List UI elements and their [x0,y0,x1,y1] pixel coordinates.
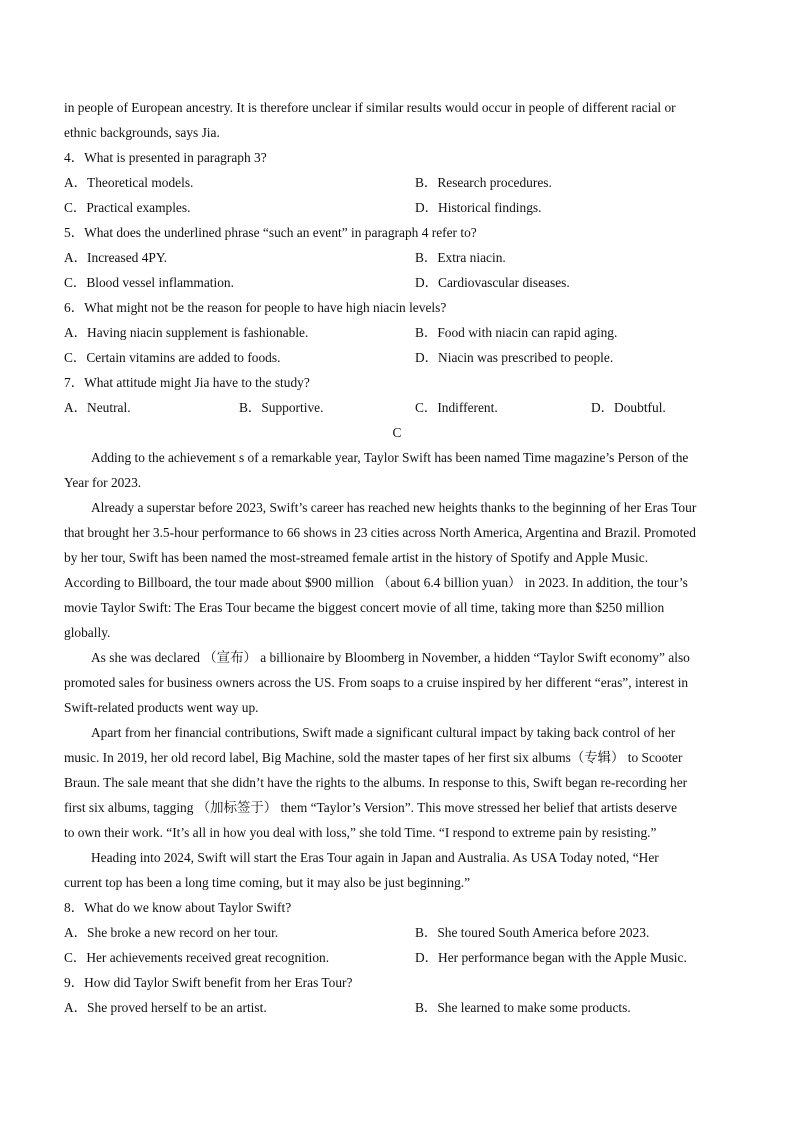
question-9-stem: 9．How did Taylor Swift benefit from her Eras Tour? [64,975,353,990]
question-5-option-b: B．Extra niacin. [415,250,506,265]
question-6-option-d: D．Niacin was prescribed to people. [415,350,614,365]
question-5-options-row-2 [64,270,730,295]
question-8-option-a: A．She broke a new record on her tour. [64,925,279,940]
question-5-option-d: D．Cardiovascular diseases. [415,275,570,290]
question-4-options-row-1 [64,170,730,195]
passage-text-line: Swift-related products went way up. [64,700,259,715]
question-7-options-row [64,395,730,420]
question-9-options-row-1 [64,995,730,1020]
question-8-options-row-2 [64,945,730,970]
passage-text-line: by her tour, Swift has been named the most-streamed female artist in the history of Spotify and Apple Music. [64,550,649,565]
question-4-stem: 4．What is presented in paragraph 3? [64,150,267,165]
question-6-option-b: B．Food with niacin can rapid aging. [415,325,618,340]
passage-text-line: As she was declared （宣布） a billionaire by Bloomberg in November, a hidden “Taylor Swift economy” also [91,650,690,665]
question-4-options-row-2 [64,195,730,220]
question-6-option-a: A．Having niacin supplement is fashionable. [64,325,309,340]
question-6-options-row-2 [64,345,730,370]
question-4-option-d: D．Historical findings. [415,200,542,215]
passage-paragraph-5 [64,845,730,895]
question-6-options-row-1 [64,320,730,345]
question-8-option-b: B．She toured South America before 2023. [415,925,650,940]
question-7-option-c: C．Indifferent. [415,400,498,415]
passage-text-line: that brought her 3.5-hour performance to 66 shows in 23 cities across North America, Argentina and Brazil. Promoted [64,525,696,540]
passage-paragraph-4 [64,720,730,845]
question-7-option-b: B．Supportive. [239,400,324,415]
passage-text-line: Adding to the achievement s of a remarkable year, Taylor Swift has been named Time magazine’s Person of the [91,450,689,465]
question-5-option-a: A．Increased 4PY. [64,250,168,265]
exam-page [64,95,730,1020]
passage-paragraph-1 [64,445,730,495]
section-heading: C [392,425,402,440]
passage-text-line: Braun. The sale meant that she didn’t have the rights to the albums. In response to this, Swift began re-recording her [64,775,688,790]
question-8-option-d: D．Her performance began with the Apple Music. [415,950,687,965]
question-9-option-a: A．She proved herself to be an artist. [64,1000,267,1015]
question-8-options-row-1 [64,920,730,945]
passage-paragraph-3 [64,645,730,720]
question-4-option-b: B．Research procedures. [415,175,552,190]
question-6-option-c: C．Certain vitamins are added to foods. [64,350,281,365]
passage-paragraph-2 [64,495,730,645]
passage-text-line: in people of European ancestry. It is therefore unclear if similar results would occur in people of different racial or [64,100,676,115]
question-5-stem: 5．What does the underlined phrase “such an event” in paragraph 4 refer to? [64,225,477,240]
passage-text-line: to own their work. “It’s all in how you deal with loss,” she told Time. “I respond to extreme pain by resisting.” [64,825,657,840]
question-7-option-d: D．Doubtful. [591,400,666,415]
question-5-options-row-1 [64,245,730,270]
question-7-option-a: A．Neutral. [64,400,131,415]
question-6-stem: 6．What might not be the reason for people to have high niacin levels? [64,300,447,315]
question-9-option-b: B．She learned to make some products. [415,1000,631,1015]
question-4-option-a: A．Theoretical models. [64,175,194,190]
passage-text-line: Already a superstar before 2023, Swift’s career has reached new heights thanks to the beginning of her Eras Tour [91,500,697,515]
question-5-option-c: C．Blood vessel inflammation. [64,275,234,290]
passage-text-line: ethnic backgrounds, says Jia. [64,125,220,140]
passage-text-line: first six albums, tagging （加标签于） them “Taylor’s Version”. This move stressed her belief that artists deserve [64,800,678,815]
passage-text-line: globally. [64,625,111,640]
question-7-stem: 7．What attitude might Jia have to the study? [64,375,310,390]
passage-text-line: music. In 2019, her old record label, Big Machine, sold the master tapes of her first six albums（专辑） to Scooter [64,750,683,765]
question-8-stem: 8．What do we know about Taylor Swift? [64,900,292,915]
passage-text-line: Year for 2023. [64,475,142,490]
passage-text-line: Apart from her financial contributions, Swift made a significant cultural impact by taking back control of her [91,725,676,740]
passage-text-line: current top has been a long time coming, but it may also be just beginning.” [64,875,471,890]
passage-text-line: promoted sales for business owners across the US. From soaps to a cruise inspired by her different “eras”, interest in [64,675,689,690]
passage-text-line: movie Taylor Swift: The Eras Tour became the biggest concert movie of all time, taking more than $250 million [64,600,665,615]
question-8-option-c: C．Her achievements received great recognition. [64,950,330,965]
question-4-option-c: C．Practical examples. [64,200,191,215]
passage-text-line: Heading into 2024, Swift will start the Eras Tour again in Japan and Australia. As USA Today noted, “Her [91,850,659,865]
passage-text-line: According to Billboard, the tour made about $900 million （about 6.4 billion yuan） in 2023. In addition, the tour’s [64,575,688,590]
